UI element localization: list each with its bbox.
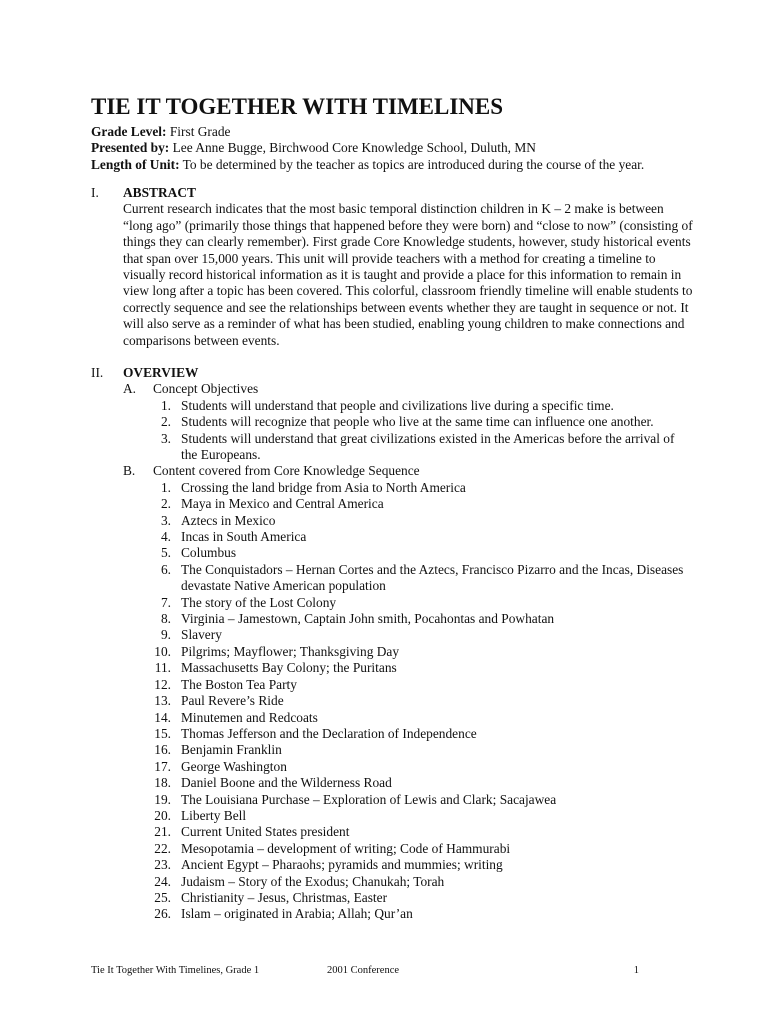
list-item-text: Mesopotamia – development of writing; Code of Hammurabi [181, 840, 511, 856]
list-item-text: Maya in Mexico and Central America [181, 496, 384, 512]
list-item [123, 775, 693, 791]
list-item-number: 1. [160, 479, 171, 495]
list-item-number: 7. [160, 594, 171, 610]
footer-page-number: 1 [633, 965, 639, 976]
list-item [123, 841, 693, 857]
presented-by-value: Lee Anne Bugge, Birchwood Core Knowledge School, Duluth, MN [172, 140, 536, 156]
list-item-number: 24. [154, 873, 171, 889]
list-item [123, 759, 693, 775]
list-item-number: 1. [160, 397, 171, 413]
list-item-text: The story of the Lost Colony [181, 594, 337, 610]
footer-conference: 2001 Conference [327, 965, 400, 976]
presented-by-label: Presented by: [91, 140, 170, 156]
list-item-number: 4. [160, 529, 171, 545]
list-item-number: 18. [154, 775, 171, 791]
list-item [123, 414, 693, 430]
subsection-letter: B. [123, 463, 136, 479]
list-item-text: Judaism – Story of the Exodus; Chanukah; Torah [181, 873, 445, 889]
list-item [123, 874, 693, 890]
grade-level-label: Grade Level: [91, 124, 167, 139]
list-item-text: Minutemen and Redcoats [181, 709, 318, 725]
list-item [123, 742, 693, 758]
list-item-text: Ancient Egypt – Pharaohs; pyramids and mummies; writing [181, 857, 503, 873]
length-of-unit-row [91, 157, 644, 173]
list-item-number: 26. [154, 906, 171, 922]
list-item [123, 824, 693, 840]
section-number: I. [91, 185, 99, 200]
list-item-number: 23. [154, 857, 171, 873]
list-item-text: George Washington [181, 758, 287, 774]
list-item-number: 2. [160, 414, 171, 430]
list-item [123, 595, 693, 611]
list-item [123, 660, 693, 676]
list-item-number: 14. [154, 709, 171, 725]
subsection-content-covered [123, 463, 693, 479]
presented-by-row [91, 140, 644, 156]
list-item-text: Benjamin Franklin [181, 742, 282, 758]
subsection-letter: A. [123, 381, 137, 397]
list-item [123, 545, 693, 561]
list-item-number: 13. [154, 693, 171, 709]
list-item [123, 693, 693, 709]
list-item-text: Paul Revere’s Ride [181, 693, 284, 709]
list-item [123, 480, 693, 496]
list-item-text: Students will recognize that people who live at the same time can influence one another. [181, 414, 654, 430]
subsection-concept-objectives [123, 381, 693, 397]
list-item-number: 22. [154, 840, 171, 856]
list-item [123, 611, 693, 627]
list-item-text: Students will understand that great civilizations existed in the Americas before the arrival of the Europeans. [181, 430, 675, 463]
length-of-unit-value: To be determined by the teacher as topics are introduced during the course of the year. [182, 156, 645, 172]
unit-metadata [91, 124, 644, 173]
list-item [123, 677, 693, 693]
list-item-text: Thomas Jefferson and the Declaration of Independence [181, 725, 477, 741]
list-item [123, 496, 693, 512]
list-item-number: 11. [154, 660, 171, 676]
list-item [123, 792, 693, 808]
list-item-text: The Boston Tea Party [181, 676, 297, 692]
list-item-number: 12. [154, 676, 171, 692]
list-item [123, 644, 693, 660]
list-item-text: The Louisiana Purchase – Exploration of Lewis and Clark; Sacajawea [181, 791, 557, 807]
list-item-text: The Conquistadors – Hernan Cortes and the Aztecs, Francisco Pizarro and the Incas, Diseases devastate Native American population [181, 561, 684, 594]
list-item [123, 726, 693, 742]
list-item-number: 2. [160, 496, 171, 512]
list-item [123, 890, 693, 906]
list-item-text: Pilgrims; Mayflower; Thanksgiving Day [181, 643, 400, 659]
subsection-label: Concept Objectives [153, 381, 259, 397]
list-item-number: 10. [154, 643, 171, 659]
list-item [123, 857, 693, 873]
objectives-list [123, 398, 693, 464]
list-item [123, 562, 693, 595]
list-item [123, 906, 693, 922]
list-item-number: 6. [160, 561, 171, 577]
list-item-number: 19. [154, 791, 171, 807]
section-number: II. [91, 365, 104, 380]
list-item [123, 627, 693, 643]
list-item-number: 15. [154, 725, 171, 741]
list-item-number: 21. [154, 824, 171, 840]
list-item [123, 513, 693, 529]
grade-level-row [91, 124, 644, 140]
list-item-text: Christianity – Jesus, Christmas, Easter [181, 889, 388, 905]
list-item-text: Current United States president [181, 824, 350, 840]
list-item-number: 3. [160, 430, 171, 446]
list-item-text: Liberty Bell [181, 807, 247, 823]
list-item-number: 20. [154, 807, 171, 823]
list-item-number: 8. [160, 611, 171, 627]
list-item [123, 398, 693, 414]
list-item [123, 808, 693, 824]
list-item-number: 25. [154, 889, 171, 905]
document-title: TIE IT TOGETHER WITH TIMELINES [91, 94, 504, 119]
list-item-text: Slavery [181, 627, 222, 643]
abstract-paragraph: Current research indicates that the most basic temporal distinction children in K – 2 make is between “long ago” (primarily those things that happened before they were born) and “close to now” (consisting of things they can clearly remember). First grade Core Knowledge students, however, study historical events that span over 15,000 years. This unit will provide teachers with a method for creating a timeline to visually record historical information as it is taught and provide a place for this information to remain in view long after a topic has been covered. This colorful, classroom friendly timeline will enable students to correctly sequence and see the relationships between events whether they are taught in sequence or not. It will also serve as a reminder of what has been studied, enabling young children to make connections and comparisons between events. [123, 201, 693, 348]
list-item-text: Columbus [181, 545, 237, 561]
list-item-number: 16. [154, 742, 171, 758]
list-item-text: Students will understand that people and civilizations live during a specific time. [181, 397, 614, 413]
list-item [123, 529, 693, 545]
section-heading: ABSTRACT [123, 185, 196, 200]
subsection-label: Content covered from Core Knowledge Sequence [153, 463, 420, 479]
list-item-number: 9. [160, 627, 171, 643]
list-item-number: 3. [160, 512, 171, 528]
length-of-unit-label: Length of Unit: [91, 156, 180, 172]
list-item [123, 710, 693, 726]
list-item-text: Virginia – Jamestown, Captain John smith, Pocahontas and Powhatan [181, 611, 555, 627]
list-item-text: Crossing the land bridge from Asia to North America [181, 479, 466, 495]
list-item-text: Massachusetts Bay Colony; the Puritans [181, 660, 397, 676]
list-item-number: 5. [160, 545, 171, 561]
footer-document-title: Tie It Together With Timelines, Grade 1 [91, 965, 260, 976]
list-item-number: 17. [154, 758, 171, 774]
list-item-text: Aztecs in Mexico [181, 512, 276, 528]
list-item-text: Incas in South America [181, 529, 307, 545]
list-item [123, 431, 693, 464]
list-item-text: Islam – originated in Arabia; Allah; Qur’an [181, 906, 413, 922]
section-heading: OVERVIEW [123, 365, 199, 380]
content-list [123, 480, 693, 923]
list-item-text: Daniel Boone and the Wilderness Road [181, 775, 392, 791]
grade-level-value: First Grade [169, 124, 231, 139]
